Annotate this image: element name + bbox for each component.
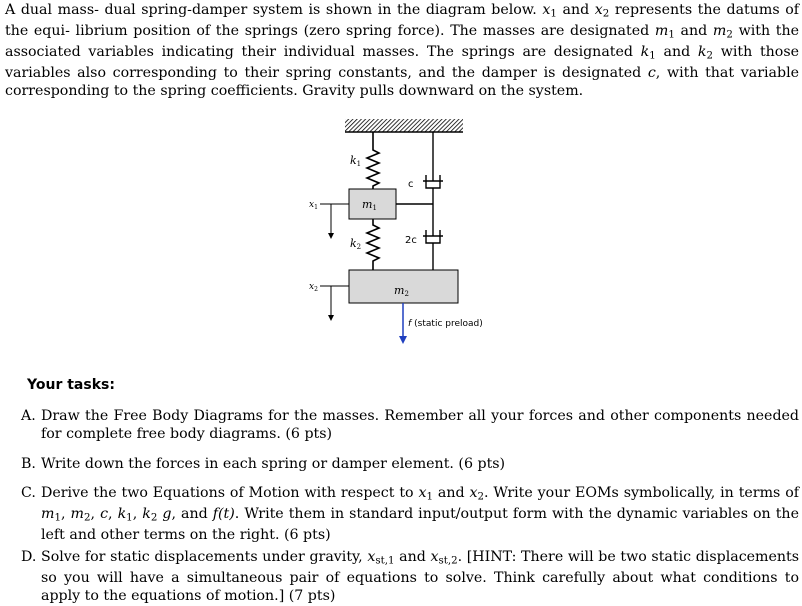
x1-arrow-head [328, 233, 334, 239]
task-text: Derive the two Equations of Motion with respect to $x_1$ and $x_2$. Write your EOMs symbolically, in terms of $m_1$, $m_2$, c, $k_1$, $k_2$ g, and f(t). Write them in standard input/output form with the dynamic variables on the left and other terms on the right. (6 pts) [41, 485, 800, 544]
damper-c [396, 132, 443, 204]
task-text: Write down the forces in each spring or damper element. (6 pts) [41, 456, 506, 472]
problem-statement: A dual mass- dual spring-damper system is shown in the diagram below. $x_1$ and $x_2$ represents the datums of the equi- librium position of the springs (zero spring force). The masses are designated $m_1$ and $m_2$ with the associated variables indicating their individual masses. The springs are designated $k_1$ and $k_2$ with those variables also corresponding to their spring constants, and the damper is designated c, with that variable corresponding to the spring coefficients. Gravity pulls downward on the system. [5, 2, 800, 100]
task-letter: A. [21, 408, 36, 424]
label-c: c [408, 179, 414, 190]
task-c [21, 485, 799, 545]
label-x1: $x_1$ [309, 200, 318, 211]
label-m2: m2 [394, 284, 409, 298]
task-text: Solve for static displacements under gravity, $x_{st,1}$ and $x_{st,2}$. [HINT: There will be two static displacements so you will have a simultaneous pair of equations to solve. Think carefully about what conditions to apply to the equations of motion.] (7 pts) [41, 549, 799, 604]
ceiling-ground [345, 119, 463, 132]
task-a [21, 408, 799, 443]
label-k1: k1 [350, 154, 362, 168]
damper-2c [423, 204, 443, 270]
x2-arrow-head [328, 315, 334, 321]
tasks-heading: Your tasks: [27, 377, 115, 393]
spring-damper-diagram [300, 112, 500, 348]
task-text: Draw the Free Body Diagrams for the masses. Remember all your forces and other components needed for complete free body diagrams. (6 pts) [41, 408, 799, 442]
task-letter: D. [21, 549, 37, 565]
label-force: f (static preload) [408, 319, 483, 329]
task-letter: C. [21, 485, 36, 501]
task-d [21, 549, 799, 605]
label-k2: k2 [350, 237, 362, 251]
label-2c: 2c [405, 235, 417, 246]
task-letter: B. [21, 456, 36, 472]
force-arrow-head [399, 336, 407, 344]
spring-k2 [367, 219, 379, 270]
label-x2: $x_2$ [309, 282, 318, 293]
task-b [21, 456, 799, 474]
spring-k1 [367, 132, 379, 189]
label-m1: m1 [362, 198, 377, 212]
